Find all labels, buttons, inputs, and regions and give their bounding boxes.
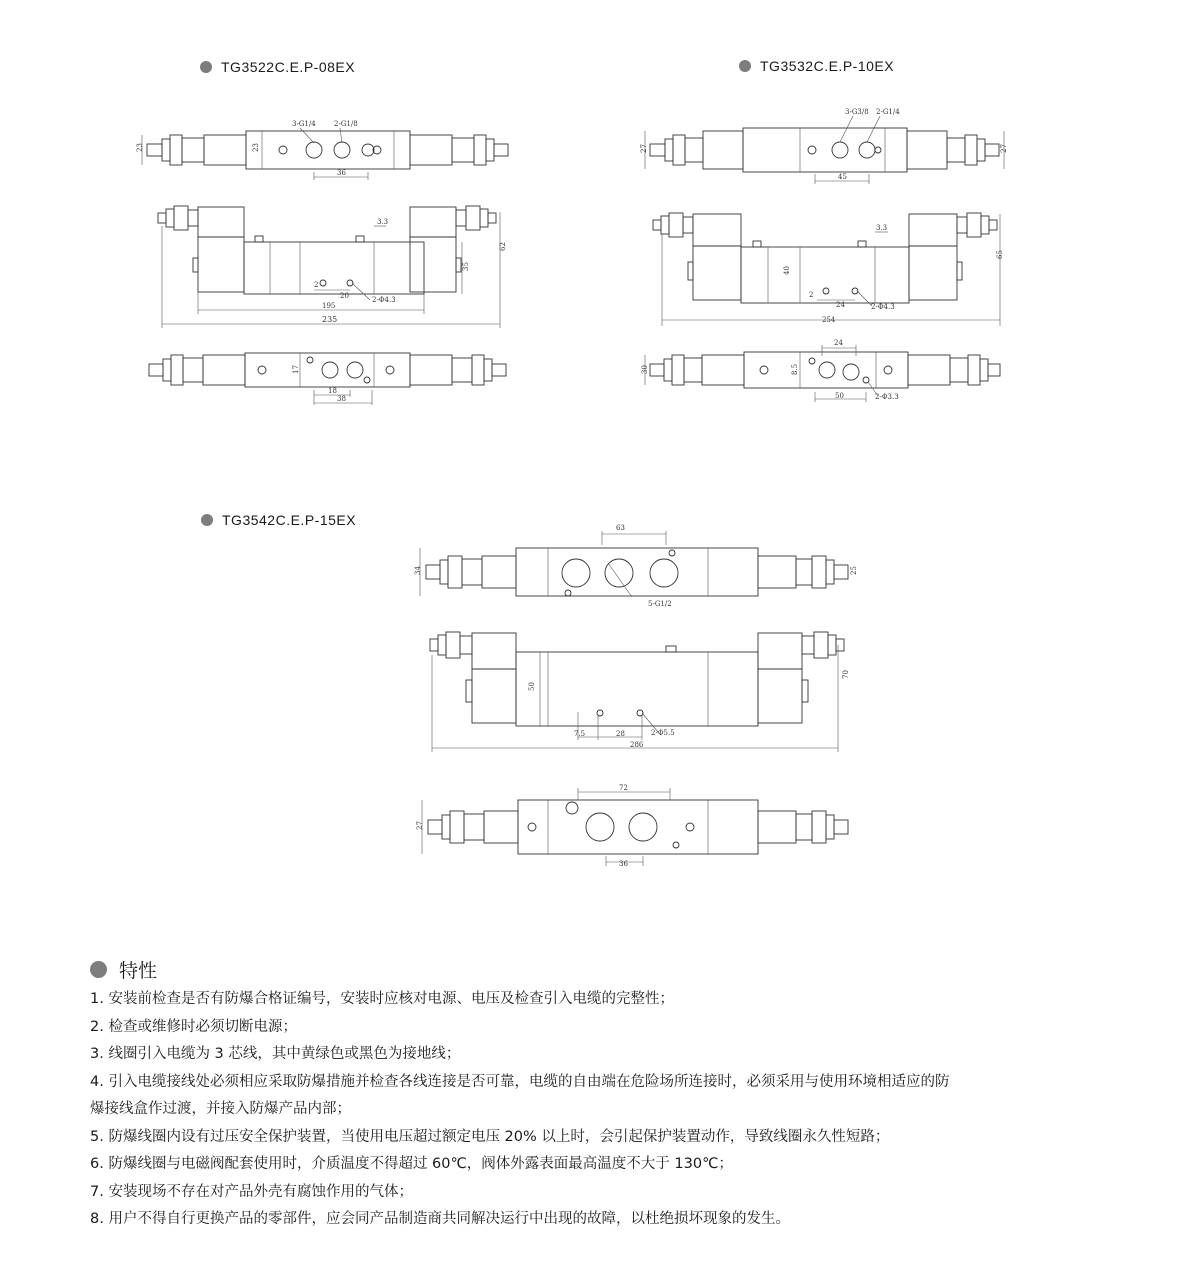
dim-label: 23 bbox=[136, 143, 144, 152]
bullet-icon bbox=[90, 961, 107, 978]
features-heading bbox=[90, 956, 157, 983]
dim-label: 2-Φ4.3 bbox=[871, 303, 895, 311]
dim-label: 27 bbox=[1000, 144, 1008, 153]
dim-label: 27 bbox=[416, 821, 424, 830]
dim-label: 2 bbox=[314, 281, 319, 289]
dim-label: 286 bbox=[630, 741, 644, 749]
dim-label: 195 bbox=[322, 302, 336, 310]
dim-label: 63 bbox=[616, 524, 625, 532]
dim-label: 2-Φ4.3 bbox=[372, 296, 396, 304]
dim-label: 50 bbox=[528, 682, 536, 691]
list-item: 6. 防爆线圈与电磁阀配套使用时，介质温度不得超过 60℃，阀体外露表面最高温度不大于 130℃； bbox=[90, 1156, 733, 1172]
features-list bbox=[90, 986, 1140, 1234]
drawing-10ex-bottom bbox=[645, 345, 1000, 402]
drawing-08ex-top bbox=[142, 128, 508, 180]
dim-label: 17 bbox=[292, 365, 300, 374]
dim-label: 36 bbox=[619, 860, 628, 868]
dim-label: 2-G1/4 bbox=[876, 108, 900, 116]
dim-label: 2 bbox=[809, 291, 814, 299]
dim-label: 2-Φ3.3 bbox=[875, 393, 899, 401]
dim-label: 20 bbox=[340, 292, 349, 300]
dim-label: 18 bbox=[328, 387, 337, 395]
drawing-15ex-side bbox=[430, 632, 844, 752]
dim-label: 35 bbox=[462, 262, 470, 271]
dim-label: 2-Φ5.5 bbox=[651, 729, 675, 737]
list-item: 2. 检查或维修时必须切断电源； bbox=[90, 1018, 297, 1035]
list-item: 1. 安装前检查是否有防爆合格证编号，安装时应核对电源、电压及检查引入电缆的完整性； bbox=[90, 991, 674, 1007]
dim-label: 65 bbox=[996, 250, 1004, 259]
list-item: 8. 用户不得自行更换产品的零部件，应会同产品制造商共同解决运行中出现的故障，以杜绝损坏现象的发生。 bbox=[90, 1211, 790, 1227]
dim-label: 36 bbox=[337, 169, 346, 177]
dim-label: 24 bbox=[834, 339, 843, 347]
dim-label: 254 bbox=[822, 316, 836, 324]
dim-label: 5-G1/2 bbox=[648, 600, 672, 608]
dim-label: 3.3 bbox=[876, 224, 888, 232]
list-item: 5. 防爆线圈内设有过压安全保护装置，当使用电压超过额定电压 20% 以上时，会引起保护装置动作，导致线圈永久性短路； bbox=[90, 1128, 890, 1145]
dim-label: 45 bbox=[838, 173, 847, 181]
model-name: TG3522C.E.P-08EX bbox=[221, 59, 356, 75]
model-name: TG3532C.E.P-10EX bbox=[760, 58, 895, 74]
dim-label: 2-G1/8 bbox=[334, 120, 358, 128]
dim-label: 3-G1/4 bbox=[292, 120, 316, 128]
dim-label: 72 bbox=[619, 784, 628, 792]
drawing-10ex-top bbox=[645, 116, 1004, 184]
dim-label: 34 bbox=[414, 566, 422, 575]
dim-label: 23 bbox=[252, 143, 260, 152]
list-item: 7. 安装现场不存在对产品外壳有腐蚀作用的气体； bbox=[90, 1183, 413, 1200]
dim-label: 7.5 bbox=[574, 730, 586, 738]
dim-label: 235 bbox=[322, 315, 338, 324]
drawing-10ex-side bbox=[653, 213, 1000, 326]
dim-label: 27 bbox=[640, 144, 648, 153]
features-title: 特性 bbox=[119, 960, 158, 982]
list-item: 爆接线盒作过渡，并接入防爆产品内部； bbox=[90, 1101, 351, 1117]
dim-label: 62 bbox=[499, 242, 507, 251]
dim-label: 30 bbox=[641, 365, 649, 374]
dim-label: 3-G3/8 bbox=[845, 108, 869, 116]
dim-label: 3.3 bbox=[377, 218, 389, 226]
list-item: 4. 引入电缆接线处必须相应采取防爆措施并检查各线连接是否可靠，电缆的自由端在危险场所连接时，必须采用与使用环境相适应的防 bbox=[90, 1073, 950, 1090]
dim-label: 50 bbox=[835, 392, 844, 400]
drawing-15ex-bottom bbox=[422, 788, 848, 866]
dim-label: 24 bbox=[836, 301, 845, 309]
dim-label: 70 bbox=[842, 670, 850, 679]
list-item: 3. 线圈引入电缆为 3 芯线，其中黄绿色或黑色为接地线； bbox=[90, 1046, 461, 1062]
drawing-15ex-top bbox=[420, 531, 848, 597]
drawing-08ex-bottom bbox=[149, 353, 506, 405]
dim-label: 40 bbox=[783, 266, 791, 275]
dim-label: 25 bbox=[850, 566, 858, 575]
dim-label: 38 bbox=[337, 395, 346, 403]
dim-label: 28 bbox=[616, 730, 625, 738]
dim-label: 8.5 bbox=[791, 363, 799, 375]
model-name: TG3542C.E.P-15EX bbox=[222, 512, 357, 528]
